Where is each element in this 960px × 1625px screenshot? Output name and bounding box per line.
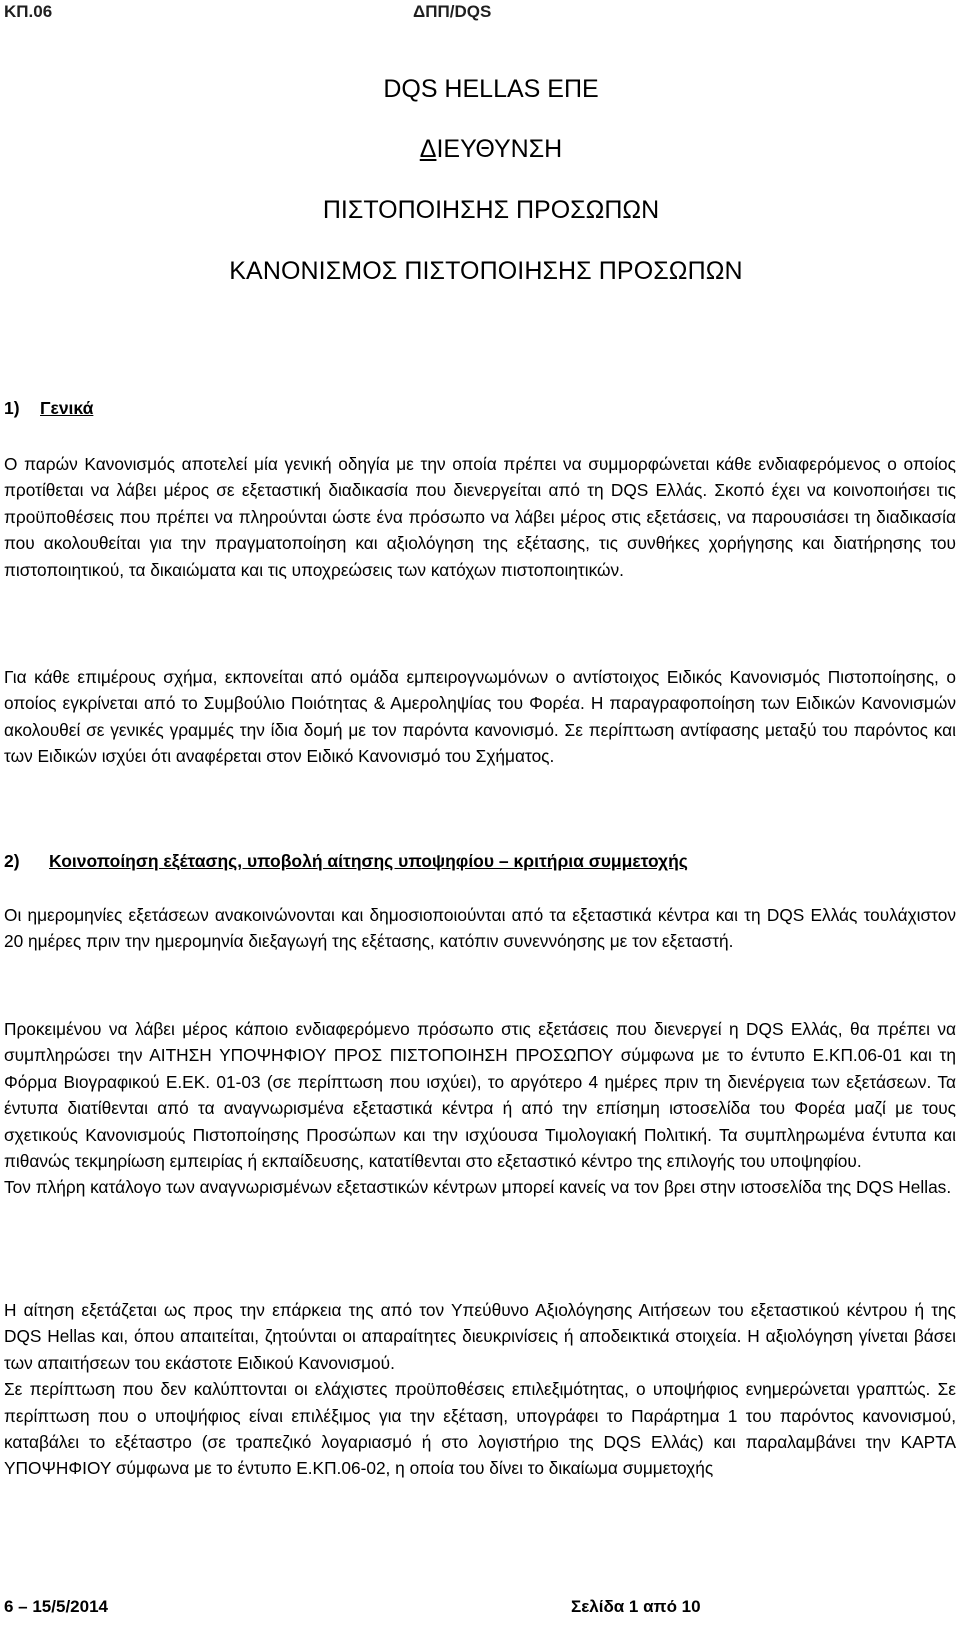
company-title: DQS HELLAS ΕΠΕ (383, 75, 599, 103)
paragraph: Η αίτηση εξετάζεται ως προς την επάρκεια της από τον Υπεύθυνο Αξιολόγησης Αιτήσεων του εξεταστικού κέντρου ή της DQS Hellas και, όπου απαιτείται, ζητούνται οι απαραίτητες διευκρινίσεις ή αποδεικτικά στοιχεία. Η αξιολόγηση γίνεται βάσει των απαιτήσεων του εκάστοτε Ειδικού Κανονισμού. (4, 1300, 956, 1373)
directorate-rest: ΙΕΥΘΥΝΣΗ (436, 135, 563, 163)
document-code: ΚΠ.06 (4, 2, 53, 21)
section-title: Κοινοποίηση εξέτασης, υποβολή αίτησης υποψηφίου – κριτήρια συμμετοχής (49, 851, 688, 871)
directorate-initial: Δ (419, 135, 437, 163)
paragraph: Οι ημερομηνίες εξετάσεων ανακοινώνονται και δημοσιοποιούνται από τα εξεταστικά κέντρα και τη DQS Ελλάς τουλάχιστον 20 ημέρες πριν την ημερομηνία διεξαγωγή της εξέτασης, κατόπιν συνεννόησης με τον εξεταστή. (4, 905, 956, 952)
page-number: Σελίδα 1 από 10 (571, 1597, 701, 1616)
paragraph-group (4, 1016, 956, 1201)
section-number: 1) (4, 398, 20, 418)
regulation-title: ΚΑΝΟΝΙΣΜΟΣ ΠΙΣΤΟΠΟΙΗΣΗΣ ΠΡΟΣΩΠΩΝ (229, 257, 743, 285)
paragraph: Προκειμένου να λάβει μέρος κάποιο ενδιαφερόμενο πρόσωπο στις εξετάσεις που διενεργεί η DQS Ελλάς, θα πρέπει να συμπληρώσει την ΑΙΤΗΣΗ ΥΠΟΨΗΦΙΟΥ ΠΡΟΣ ΠΙΣΤΟΠΟΙΗΣΗ ΠΡΟΣΩΠΟΥ σύμφωνα με το έντυπο Ε.ΚΠ.06-01 και τη Φόρμα Βιογραφικού Ε.ΕΚ. 01-03 (σε περίπτωση που ισχύει), το αργότερο 4 ημέρες πριν τη διενέργεια των εξετάσεων. Τα έντυπα διατίθενται από τα αναγνωρισμένα εξεταστικά κέντρα ή από την επίσημη ιστοσελίδα του Φορέα μαζί με τους σχετικούς Κανονισμούς Πιστοποίησης Προσώπων και την ισχύουσα Τιμολογιακή Πολιτική. Τα συμπληρωμένα έντυπα και πιθανώς τεκμηρίωση εμπειρίας ή εκπαίδευσης, κατατίθενται στο εξεταστικό κέντρο της επιλογής του υποψηφίου. (4, 1019, 956, 1172)
section-title: Γενικά (40, 398, 94, 418)
paragraph: Τον πλήρη κατάλογο των αναγνωρισμένων εξεταστικών κέντρων μπορεί κανείς να τον βρει στην ιστοσελίδα της DQS Hellas. (4, 1177, 952, 1198)
paragraph: Ο παρών Κανονισμός αποτελεί μία γενική οδηγία με την οποία πρέπει να συμμορφώνεται κάθε ενδιαφερόμενος ο οποίος προτίθεται να λάβει μέρος σε εξεταστική διαδικασία που διενεργείται από τη DQS Ελλάς. Σκοπό έχει να κοινοποιήσει τις προϋποθέσεις που πρέπει να πληρούνται ώστε ένα πρόσωπο να λάβει μέρος στις εξετάσεις, να παρουσιάσει τη διαδικασία που ακολουθείται για την πραγματοποίηση και αξιολόγηση της εξέτασης, τις συνθήκες χορήγησης και διατήρησης του πιστοποιητικού, τα δικαιώματα και τις υποχρεώσεις των κατόχων πιστοποιητικών. (4, 454, 956, 580)
section-2-heading (4, 850, 688, 872)
paragraph: Σε περίπτωση που δεν καλύπτονται οι ελάχιστες προϋποθέσεις επιλεξιμότητας, ο υποψήφιος ενημερώνεται γραπτώς. Σε περίπτωση που ο υποψήφιος είναι επιλέξιμος για την εξέταση, υπογράφει το Παράρτημα 1 του παρόντος κανονισμού, καταβάλει το εξέταστρο (σε τραπεζικό λογαριασμό ή στο λογιστήριο της DQS Ελλάς) και παραλαμβάνει την ΚΑΡΤΑ ΥΠΟΨΗΦΙΟΥ σύμφωνα με το έντυπο Ε.ΚΠ.06-02, η οποία του δίνει το δικαίωμα συμμετοχής (4, 1379, 956, 1479)
department-code: ΔΠΠ/DQS (413, 2, 492, 21)
directorate-title (22, 135, 960, 163)
certification-title: ΠΙΣΤΟΠΟΙΗΣΗΣ ΠΡΟΣΩΠΩΝ (322, 196, 660, 224)
section-number: 2) (4, 851, 20, 871)
section-1-heading (4, 397, 93, 419)
version-date: 6 – 15/5/2014 (4, 1597, 108, 1616)
paragraph: Για κάθε επιμέρους σχήμα, εκπονείται από ομάδα εμπειρογνωμόνων ο αντίστοιχος Ειδικός Κανονισμός Πιστοποίησης, ο οποίος εγκρίνεται από το Συμβούλιο Ποιότητας & Αμεροληψίας του Φορέα. Η παραγραφοποίηση των Ειδικών Κανονισμών ακολουθεί σε γενικές γραμμές την ίδια δομή με τον παρόντα κανονισμό. Σε περίπτωση αντίφασης μεταξύ του παρόντος και των Ειδικών ισχύει ότι αναφέρεται στον Ειδικό Κανονισμό του Σχήματος. (4, 667, 956, 767)
paragraph-group (4, 1297, 956, 1482)
